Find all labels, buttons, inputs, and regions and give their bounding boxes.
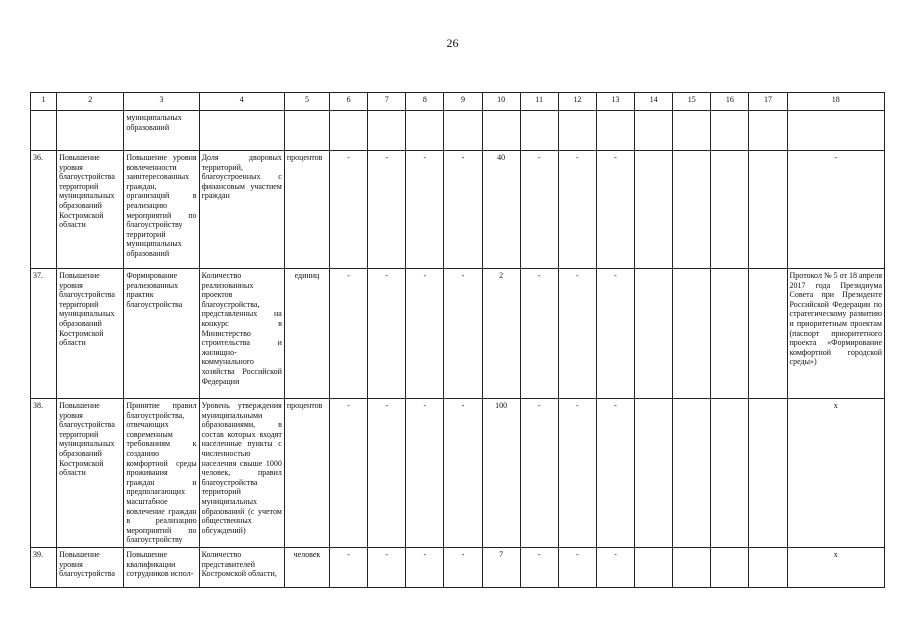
- column-header: 13: [596, 93, 634, 111]
- value-cell: [673, 151, 711, 269]
- value-cell: [673, 547, 711, 587]
- value-cell: -: [368, 151, 406, 269]
- basis-cell: -: [787, 151, 884, 269]
- table-row: [31, 269, 885, 399]
- value-cell: -: [406, 151, 444, 269]
- task-cell: муниципальных образований: [124, 111, 199, 151]
- value-cell: [673, 399, 711, 548]
- value-cell: -: [558, 399, 596, 548]
- goal-cell: Повышение уровня благоустройства территорий муниципальных образований Костромской области: [57, 399, 124, 548]
- column-header: 11: [520, 93, 558, 111]
- value-cell: [635, 547, 673, 587]
- value-cell: -: [444, 547, 482, 587]
- value-cell: 40: [482, 151, 520, 269]
- column-header: 14: [635, 93, 673, 111]
- page-number: 26: [446, 36, 459, 50]
- indicator-cell: Количество реализованных проектов благоустройства, представленных на конкурс в Министерство строительства и жилищно-коммунального хозяйства Российской Федерации: [199, 269, 284, 399]
- value-cell: 7: [482, 547, 520, 587]
- value-cell: -: [596, 399, 634, 548]
- column-header: 3: [124, 93, 199, 111]
- value-cell: -: [330, 151, 368, 269]
- column-header: 8: [406, 93, 444, 111]
- row-number: 39.: [31, 547, 57, 587]
- header-row: [31, 93, 885, 111]
- unit-cell: процентов: [284, 151, 329, 269]
- column-header: 5: [284, 93, 329, 111]
- column-header: 4: [199, 93, 284, 111]
- value-cell: -: [444, 151, 482, 269]
- column-header: 17: [749, 93, 787, 111]
- column-header: 16: [711, 93, 749, 111]
- row-number: 38.: [31, 399, 57, 548]
- value-cell: -: [406, 547, 444, 587]
- unit-cell: единиц: [284, 269, 329, 399]
- column-header: 10: [482, 93, 520, 111]
- value-cell: -: [558, 151, 596, 269]
- continuation-row: [31, 111, 885, 151]
- value-cell: [749, 151, 787, 269]
- indicators-table: [30, 92, 885, 588]
- value-cell: -: [406, 269, 444, 399]
- table-row: [31, 151, 885, 269]
- indicator-cell: Уровень утверждения муниципальными образованиями, в состав которых входят населенные пункты с численностью населения свыше 1000 человек, правил благоустройства территорий муниципальных образований (с учетом общественных обсуждений): [199, 399, 284, 548]
- value-cell: -: [368, 399, 406, 548]
- value-cell: -: [558, 547, 596, 587]
- goal-cell: Повышение уровня благоустройства: [57, 547, 124, 587]
- basis-cell: Протокол № 5 от 18 апреля 2017 года Президиума Совета при Президенте Российской Федерации по стратегическому развитию и приоритетным проектам (паспорт приоритетного проекта «Формирование комфортной городской среды»): [787, 269, 884, 399]
- value-cell: -: [330, 399, 368, 548]
- unit-cell: процентов: [284, 399, 329, 548]
- goal-cell: Повышение уровня благоустройства территорий муниципальных образований Костромской области: [57, 269, 124, 399]
- column-header: 18: [787, 93, 884, 111]
- value-cell: -: [444, 269, 482, 399]
- value-cell: -: [444, 399, 482, 548]
- basis-cell: х: [787, 547, 884, 587]
- row-number: 36.: [31, 151, 57, 269]
- task-cell: Формирование реализованных практик благоустройства: [124, 269, 199, 399]
- column-header: 7: [368, 93, 406, 111]
- value-cell: -: [520, 547, 558, 587]
- column-header: 1: [31, 93, 57, 111]
- value-cell: -: [596, 151, 634, 269]
- value-cell: -: [596, 547, 634, 587]
- value-cell: [711, 399, 749, 548]
- column-header: 9: [444, 93, 482, 111]
- value-cell: -: [596, 269, 634, 399]
- table-row: [31, 547, 885, 587]
- table-row: [31, 399, 885, 548]
- task-cell: Повышение квалификации сотрудников испол-: [124, 547, 199, 587]
- unit-cell: человек: [284, 547, 329, 587]
- indicator-cell: Доля дворовых территорий, благоустроенных с финансовым участием граждан: [199, 151, 284, 269]
- indicator-cell: Количество представителей Костромской области,: [199, 547, 284, 587]
- value-cell: -: [330, 269, 368, 399]
- value-cell: -: [368, 269, 406, 399]
- column-header: 6: [330, 93, 368, 111]
- value-cell: -: [406, 399, 444, 548]
- value-cell: -: [330, 547, 368, 587]
- goal-cell: Повышение уровня благоустройства территорий муниципальных образований Костромской области: [57, 151, 124, 269]
- column-header: 2: [57, 93, 124, 111]
- value-cell: [673, 269, 711, 399]
- value-cell: 2: [482, 269, 520, 399]
- column-header: 15: [673, 93, 711, 111]
- task-cell: Принятие правил благоустройства, отвечающих современным требованиям к созданию комфортной среды проживания граждан и предполагающих масштабное вовлечение граждан в реализацию мероприятий по благоустройству: [124, 399, 199, 548]
- value-cell: [711, 151, 749, 269]
- value-cell: [635, 269, 673, 399]
- task-cell: Повышение уровня вовлеченности заинтересованных граждан, организаций в реализацию мероприятий по благоустройству территорий муниципальных образований: [124, 151, 199, 269]
- value-cell: [711, 269, 749, 399]
- column-header: 12: [558, 93, 596, 111]
- value-cell: -: [520, 399, 558, 548]
- value-cell: [749, 399, 787, 548]
- value-cell: 100: [482, 399, 520, 548]
- value-cell: [749, 547, 787, 587]
- value-cell: -: [520, 151, 558, 269]
- value-cell: [711, 547, 749, 587]
- value-cell: [749, 269, 787, 399]
- basis-cell: х: [787, 399, 884, 548]
- value-cell: [635, 399, 673, 548]
- value-cell: -: [558, 269, 596, 399]
- row-number: 37.: [31, 269, 57, 399]
- value-cell: [635, 151, 673, 269]
- value-cell: -: [520, 269, 558, 399]
- value-cell: -: [368, 547, 406, 587]
